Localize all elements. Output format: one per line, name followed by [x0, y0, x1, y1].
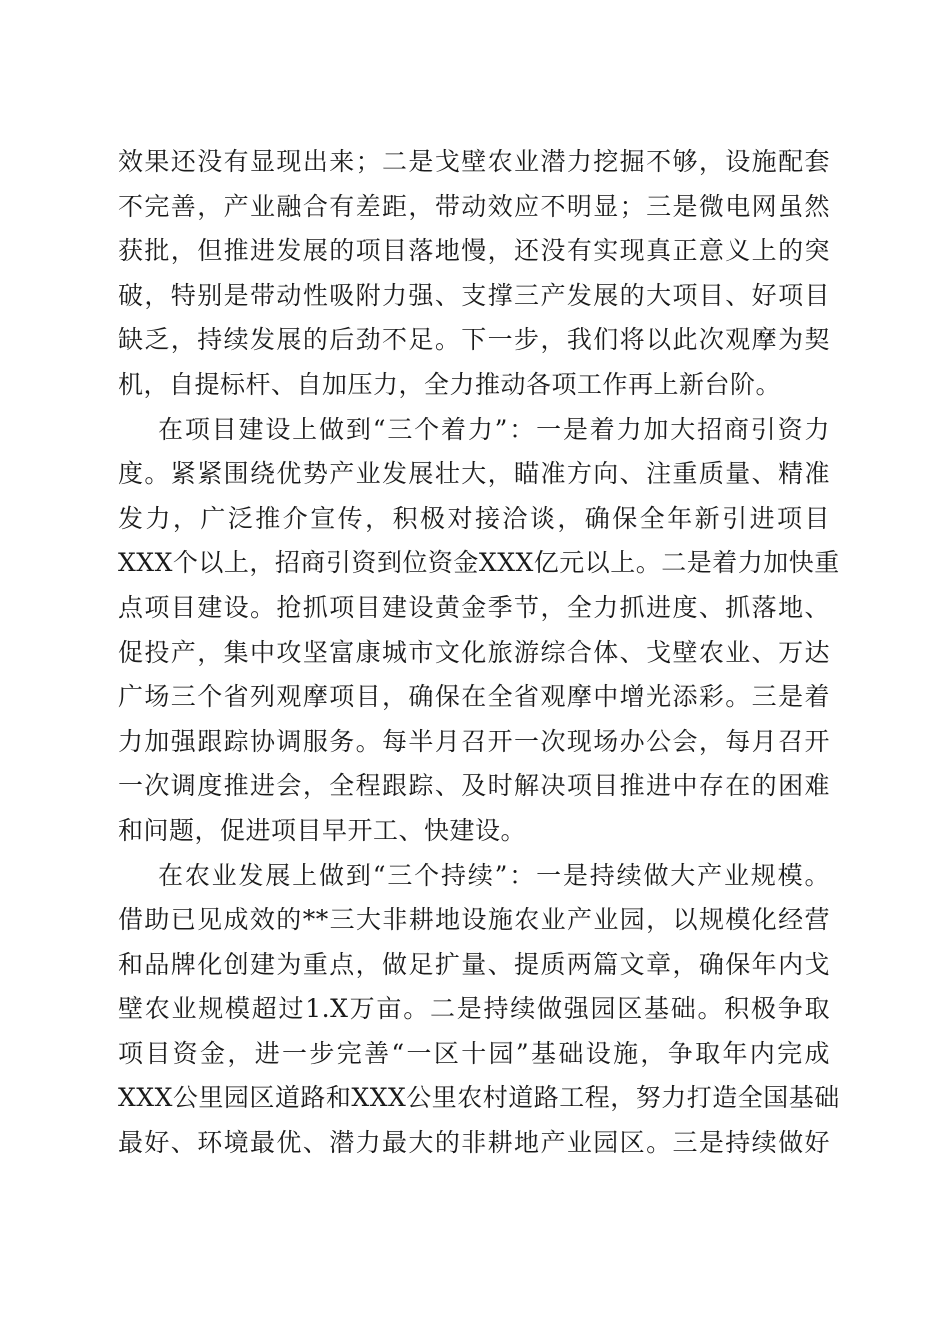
text-line: 和品牌化创建为重点，做足扩量、提质两篇文章，确保年内戈	[118, 949, 830, 979]
text-line: 获批，但推进发展的项目落地慢，还没有实现真正意义上的突	[118, 236, 830, 266]
text-line: 机，自提标杆、自加压力，全力推动各项工作再上新台阶。	[118, 369, 782, 399]
text-line: 一次调度推进会，全程跟踪、及时解决项目推进中存在的困难	[118, 771, 830, 801]
text-line: 借助已见成效的**三大非耕地设施农业产业园，以规模化经营	[118, 905, 830, 935]
paragraph-2	[118, 408, 840, 854]
text-line: 在农业发展上做到“三个持续”：一是持续做大产业规模。	[158, 860, 830, 890]
paragraph-3	[118, 854, 840, 1166]
text-line: 在项目建设上做到“三个着力”：一是着力加大招商引资力	[158, 414, 830, 444]
text-line: 发力，广泛推介宣传，积极对接洽谈，确保全年新引进项目	[118, 503, 830, 533]
text-line: 缺乏，持续发展的后劲不足。下一步，我们将以此次观摩为契	[118, 325, 830, 355]
text-line: 促投产，集中攻坚富康城市文化旅游综合体、戈壁农业、万达	[118, 637, 830, 667]
text-line: 效果还没有显现出来；二是戈壁农业潜力挖掘不够，设施配套	[118, 147, 830, 176]
text-line: 不完善，产业融合有差距，带动效应不明显；三是微电网虽然	[118, 191, 830, 221]
body-text	[118, 140, 840, 1166]
text-line: 广场三个省列观摩项目，确保在全省观摩中增光添彩。三是着	[118, 682, 830, 712]
text-line: 力加强跟踪协调服务。每半月召开一次现场办公会，每月召开	[118, 726, 830, 756]
text-line: 壁农业规模超过1.X万亩。二是持续做强园区基础。积极争取	[118, 994, 830, 1024]
text-line: 点项目建设。抢抓项目建设黄金季节，全力抓进度、抓落地、	[118, 592, 830, 622]
paragraph-1	[118, 140, 830, 408]
text-line: XXX公里园区道路和XXX公里农村道路工程，努力打造全国基础	[118, 1083, 840, 1113]
text-line: 项目资金，进一步完善“一区十园”基础设施，争取年内完成	[118, 1038, 830, 1068]
text-line: XXX个以上，招商引资到位资金XXX亿元以上。二是着力加快重	[118, 548, 840, 578]
text-line: 最好、环境最优、潜力最大的非耕地产业园区。三是持续做好	[118, 1128, 830, 1158]
text-line: 破，特别是带动性吸附力强、支撑三产发展的大项目、好项目	[118, 280, 830, 310]
text-line: 和问题，促进项目早开工、快建设。	[118, 815, 527, 845]
text-line: 度。紧紧围绕优势产业发展壮大，瞄准方向、注重质量、精准	[118, 459, 830, 489]
